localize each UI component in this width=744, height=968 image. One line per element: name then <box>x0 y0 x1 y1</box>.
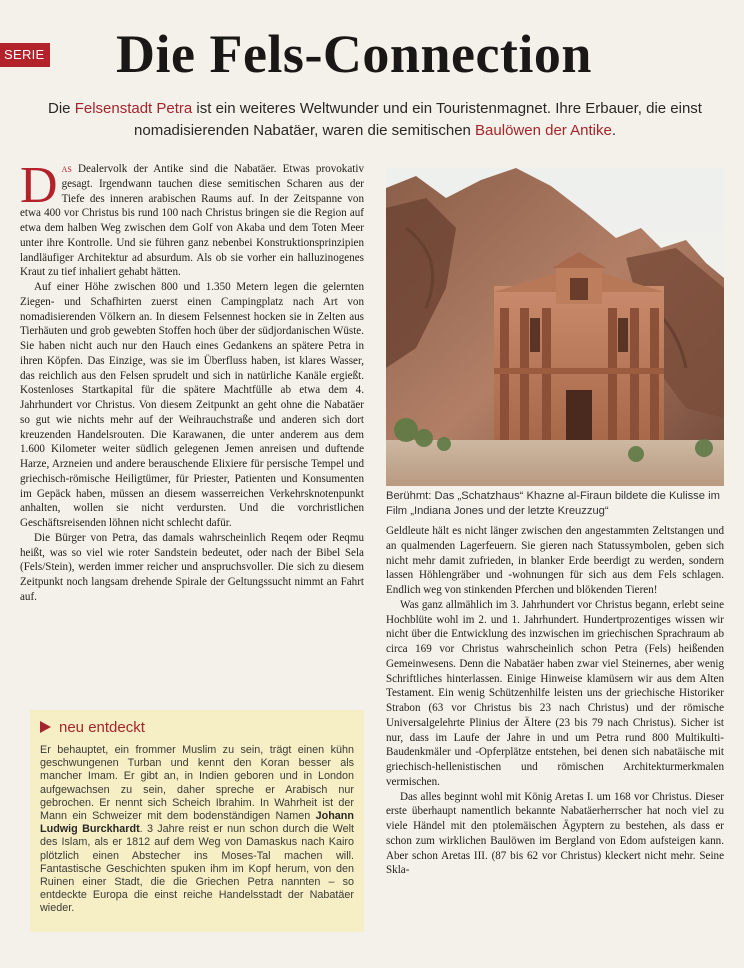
sidebar-box-title: neu entdeckt <box>59 718 145 736</box>
article-paragraph-6: Das alles beginnt wohl mit König Aretas I. um 168 vor Christus. Dieser erste überhaupt namentlich bekannte Nabatäerherrscher hat noch viel zu viele Händel mit den ptolemäischen Ägyptern zu bestehen, als dass er schon zum wirklichen Baulöwen im Bergland von Edom aufsteigen kann. Aber schon Aretas III. (87 bis 62 vor Christus) kleckert nicht mehr. Seine Skla- <box>386 790 724 877</box>
sidebar-box-header <box>40 718 354 736</box>
article-paragraph-4: Geldleute hält es nicht länger zwischen den angestammten Zeltstangen und an qualmenden Lagerfeuern. Sie gieren nach Statussymbolen, geben sich nicht mehr damit zufrieden, in blanker Erde beerdigt zu werden, sondern lassen Höhlengräber und -wohnungen für sich aus dem Fels schlagen. Endlich weg von stinkenden Pferchen und blökenden Tieren! <box>386 525 724 596</box>
drop-cap-rest: as <box>61 163 72 175</box>
lead-text-1: Die <box>48 100 75 117</box>
article-column-left <box>20 157 364 605</box>
sidebar-box-name: Johann Ludwig Burckhardt <box>40 810 354 836</box>
petra-monastery-photo <box>386 168 724 486</box>
article-paragraph-3: Die Bürger von Petra, das damals wahrscheinlich Reqem oder Reqmu heißt, was so viel wie roter Sandstein bedeutet, oder nach der Bibel Sela (Fels/Stein), werden immer reicher und anspruchsvoller. Die sich zu diesem Zeitpunkt noch langsam drehende Spirale der Geltungssucht nimmt an Fahrt auf. <box>20 531 364 603</box>
serie-badge: SERIE <box>0 43 50 67</box>
lead-text-3: . <box>611 122 616 139</box>
article-paragraph-5: Was ganz allmählich im 3. Jahrhundert vor Christus begann, erlebt seine Hochblüte wohl im 2. und 1. Jahrhundert. Hundertprozentiges wissen wir nicht über die Entwicklung des inzwischen im griechischen Sprachraum ab circa 169 vor Christus wahrscheinlich schon Petra (Fels) heißenden Gemeinwesens. Denn die Nabatäer haben zwar viel Steinernes, aber wenig Schriftliches hinterlassen. Einige Hinweise klamüsern wir aus dem Alten Testament. Ein wenig Schützenhilfe leisten uns der griechische Historiker Strabon (63 vor Christus bis 23 nach Christus) und der römische Universalgelehrte Plinius der Ältere (23 bis 79 nach Christus). Sicher ist nur, dass im Laufe der Jahre in und um Petra rund 800 Multikulti-Baudenkmäler und -Opferplätze entstehen, bei denen sich nabatäische mit griechisch-hellenistischen und römischen Architekturmerkmalen vermischen. <box>386 598 724 788</box>
article-column-right <box>386 524 724 878</box>
drop-cap: D <box>20 157 58 214</box>
photo-caption: Berühmt: Das „Schatzhaus“ Khazne al-Firaun bildete die Kulisse im Film „Indiana Jones und der letzte Kreuzzug“ <box>386 490 720 517</box>
lead-highlight-petra: Felsenstadt Petra <box>74 100 193 117</box>
paragraph-1-text: Dealervolk der Antike sind die Nabatäer. Etwas provokativ gesagt. Irgendwann tauchen diese semitischen Scharen aus der Tiefe des inneren arabischen Raums auf. In der Zeitspanne von etwa 400 vor Christus bis rund 100 nach Christus bringen sie die Region auf etwa dem halben Weg zwischen dem Golf von Akaba und dem Toten Meer unter ihre Kontrolle. Und sie führen ganz nebenbei Konstruktionsprinzipien landläufiger Architektur ad absurdum. Als ob sie vorher ein halluzinogenes Kraut zu tief inhaliert gehabt hätten. <box>20 163 364 279</box>
sidebar-box-text-2: . 3 Jahre reist er nun schon durch die Welt des Islam, als er 1812 auf dem Weg von Damaskus nach Kairo plötzlich einen Abstecher ins Moses-Tal machen will. Fantastische Geschichten spuken ihm im Kopf herum, von den Ruinen einer Stadt, die die Griechen Petra nannten – so entdeckte Europa die einst reiche Handelsstadt der Nabatäer wieder. <box>40 823 354 915</box>
sidebar-box-text-1: Er behauptet, ein frommer Muslim zu sein, trägt einen kühn geschwungenen Turban und kennt den Koran besser als mancher Imam. Er gibt an, in Indien geboren und in London aufgewachsen zu sein, daher spreche er Arabisch nur gebrochen. Er nennt sich Scheich Ibrahim. In Wahrheit ist der Mann ein Schweizer mit dem bodenständigen Namen <box>40 744 354 823</box>
article-paragraph-1 <box>20 157 364 280</box>
play-arrow-icon <box>40 721 51 733</box>
lead-highlight-bauloewen: Baulöwen der Antike <box>475 122 612 139</box>
sidebar-box-neu-entdeckt <box>30 710 364 932</box>
photo-illustration <box>386 168 724 486</box>
article-paragraph-2: Auf einer Höhe zwischen 800 und 1.350 Metern legen die gelernten Ziegen- und Schafhirten zuerst einen Campingplatz nach Art von nomadisierenden Völkern an. In diesem Felsennest hocken sie in Zelten aus Tierhäuten und grob gewebten Stoffen hoch über der südjordanischen Wüste. Sie haben nicht auch nur den Hauch eines Gedankens an spätere Petra in ihren Köpfen. Das Einzige, was sie im Überfluss haben, ist klares Wasser, das reichlich aus den Felsen sprudelt und sich in natürliche Kanäle ergießt. Kostenloses Startkapital für die spätere Machtfülle ab etwa dem 4. Jahrhundert vor Christus. Von diesem Zeitpunkt an geht ohne die Nabatäer so gut wie nichts mehr auf der Weihrauchstraße und anderen sich dort kreuzenden Handelsrouten. Die Karawanen, die unter anderem aus dem 1.600 Kilometer weiter südlich gelegenen Jemen anreisen und duftende Harze, Arzneien und andere berauschende Elixiere für persische Tempel und griechisch-römische Heiligtümer, für Priester, Patienten und Konsumenten im Gepäck haben, müssen an diesem wasserreichen Verkehrsknotenpunkt anhalten, wollen sie nicht verdursten. Und die vorchristlichen Geschäftsreisenden löhnen nicht schlecht dafür. <box>20 281 364 529</box>
article-title: Die Fels-Connection <box>116 24 592 84</box>
article-lead <box>30 98 720 142</box>
sidebar-box-text <box>40 744 354 916</box>
lead-text-2: ist ein weiteres Weltwunder und ein Touristenmagnet. Ihre Erbauer, die einst nomadisierenden Nabatäer, waren die semitischen <box>134 100 702 139</box>
